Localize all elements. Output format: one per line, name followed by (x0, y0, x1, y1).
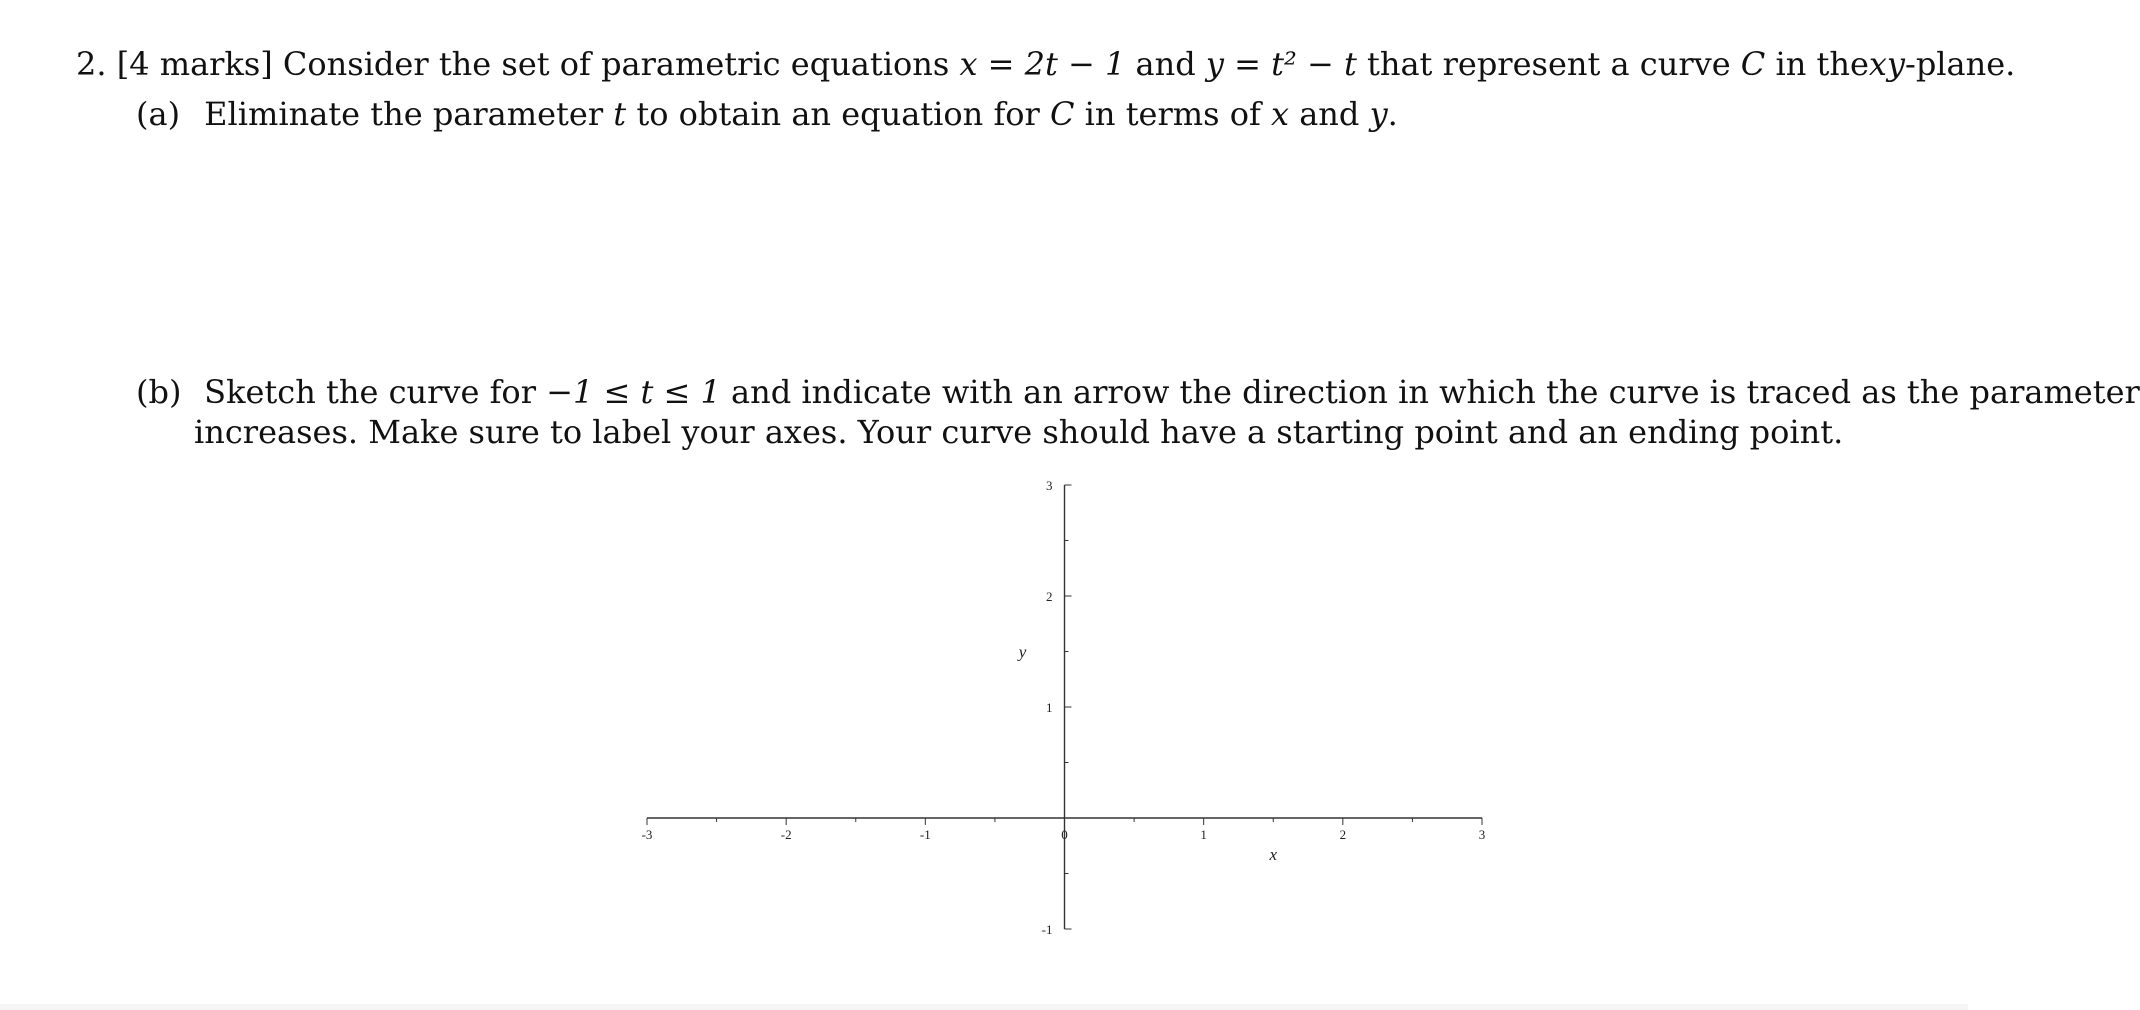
part-a-text-4: and (1299, 95, 1360, 133)
x-tick-label: -1 (919, 827, 931, 842)
part-b-text-2: and indicate with an arrow the direction in which the curve is traced as the parameter (731, 373, 2140, 411)
y-tick-label: 1 (1046, 700, 1053, 715)
part-a-param: t (613, 95, 627, 133)
x-tick-label: -3 (641, 827, 653, 842)
problem-tail-2: in the (1775, 45, 1869, 83)
x-equation: x = 2t − 1 (959, 45, 1126, 83)
part-b-text-1: Sketch the curve for (204, 373, 536, 411)
y-tick-label: 2 (1046, 589, 1053, 604)
problem-intro: Consider the set of parametric equations (282, 45, 950, 83)
x-axis-label: x (1269, 845, 1278, 864)
plane-name: xy (1868, 45, 1905, 83)
part-a-label: (a) (136, 95, 181, 133)
plane-suffix: -plane. (1905, 45, 2016, 83)
curve-name: C (1740, 45, 1766, 83)
x-tick-label: 0 (1061, 827, 1068, 842)
x-tick-label: 2 (1339, 827, 1347, 842)
part-b-label: (b) (136, 373, 182, 411)
axes-layer (642, 478, 1486, 937)
part-a-text-5: . (1387, 95, 1398, 133)
y-axis-label: y (1018, 642, 1027, 662)
x-tick-label: 3 (1478, 827, 1486, 842)
y-equation: y = t² − t (1205, 45, 1357, 83)
part-a-curve: C (1050, 95, 1075, 133)
y-tick-label: -1 (1041, 922, 1053, 937)
part-a-text-3: in terms of (1084, 95, 1261, 133)
part-a-text-1: Eliminate the parameter (204, 95, 604, 133)
and-word: and (1135, 45, 1196, 83)
x-tick-label: -2 (780, 827, 792, 842)
part-a-var-y: y (1369, 95, 1388, 133)
part-a-var-x: x (1271, 95, 1290, 133)
part-b-line-2: increases. Make sure to label your axes. Your curve should have a starting point and an ending point. (194, 413, 1844, 451)
problem-tail: that represent a curve (1367, 45, 1731, 83)
problem-marks: [4 marks] (116, 45, 273, 83)
part-a-text-2: to obtain an equation for (636, 95, 1040, 133)
problem-number: 2. (76, 45, 107, 83)
x-tick-label: 1 (1200, 827, 1207, 842)
part-b-range: −1 ≤ t ≤ 1 (546, 373, 721, 411)
page-bottom-border (0, 1004, 1968, 1010)
y-tick-label: 3 (1046, 478, 1053, 493)
